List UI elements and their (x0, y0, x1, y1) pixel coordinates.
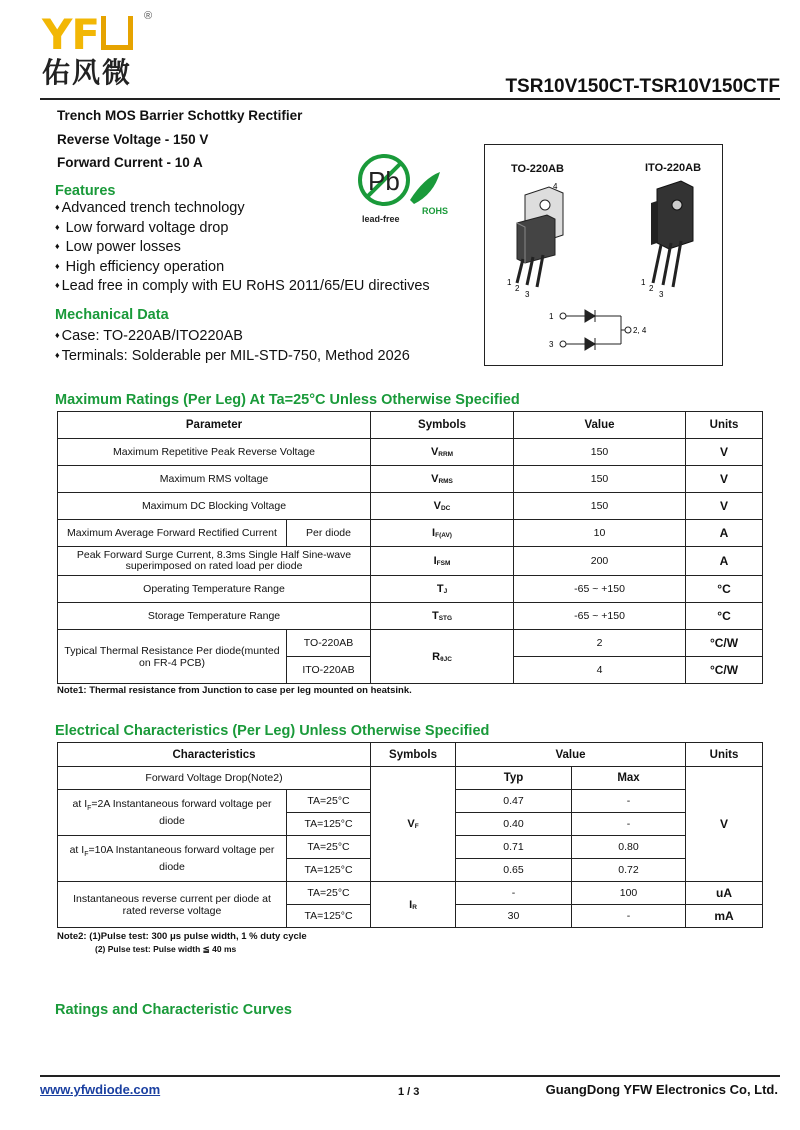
table-cell: F (84, 851, 89, 859)
part-number-title: TSR10V150CT-TSR10V150CTF (505, 76, 780, 97)
pin-label: 3 (525, 290, 530, 299)
table-cell: TA=25°C (287, 836, 371, 859)
product-type: Trench MOS Barrier Schottky Rectifier (57, 108, 303, 123)
lead-free-rohs-badge (348, 148, 468, 228)
table-row (58, 547, 763, 576)
table-cell: 4 (514, 657, 686, 684)
table-cell: F (414, 823, 419, 830)
feature-item: ♦ High efficiency operation (55, 259, 225, 275)
table-row (58, 630, 763, 657)
table-cell: V (407, 818, 415, 830)
table-cell: Per diode (287, 520, 371, 547)
col-header: Parameter (58, 412, 371, 439)
table-cell: - (572, 813, 686, 836)
page-number: 1 / 3 (398, 1086, 420, 1098)
company-name: GuangDong YFW Electronics Co, Ltd. (545, 1082, 778, 1097)
schematic-pin-label: 1 (549, 312, 554, 321)
table-cell: 0.65 (456, 859, 572, 882)
feature-item: ♦ Lead free in comply with EU RoHS 2011/65/EU directives (55, 278, 430, 294)
col-header: Symbols (371, 412, 514, 439)
curves-heading: Ratings and Characteristic Curves (55, 1002, 292, 1018)
table-cell: °C (686, 603, 763, 630)
table-cell: RRM (438, 451, 454, 458)
table-row (58, 603, 763, 630)
table-cell (371, 767, 456, 882)
table-cell: TA=125°C (287, 905, 371, 928)
max-ratings-table (57, 411, 763, 684)
table-row (58, 493, 763, 520)
table-cell: TO-220AB (287, 630, 371, 657)
table-cell: at I (69, 843, 85, 856)
package-outline-box (484, 144, 723, 366)
table-cell: I (409, 898, 413, 911)
table-cell: V (431, 473, 439, 485)
table-cell: I (433, 555, 437, 567)
mechanical-item: ♦ Case: TO-220AB/ITO220AB (55, 328, 243, 344)
table-cell: V (686, 466, 763, 493)
table-cell: 0.80 (572, 836, 686, 859)
features-heading: Features (55, 183, 116, 199)
table-row (58, 576, 763, 603)
ito220ab-package-icon (651, 181, 693, 287)
table-cell (371, 466, 514, 493)
mechanical-heading: Mechanical Data (55, 307, 169, 323)
pb-text: Pb (368, 166, 400, 196)
table-cell: FSM (436, 560, 451, 567)
table-cell: Typical Thermal Resistance Per diode(munted on FR-4 PCB) (58, 630, 287, 684)
table-cell (371, 520, 514, 547)
table-cell: RMS (438, 478, 453, 485)
table-row (58, 466, 763, 493)
table-cell: 2 (514, 630, 686, 657)
company-logo (42, 10, 162, 94)
table-cell: ITO-220AB (287, 657, 371, 684)
table-cell: =2A Instantaneous forward voltage per diode (91, 797, 272, 828)
electrical-heading: Electrical Characteristics (Per Leg) Unless Otherwise Specified (55, 723, 490, 739)
table-cell: V (686, 767, 763, 882)
feature-item: ♦ Low forward voltage drop (55, 220, 229, 236)
note2-b: (2) Pulse test: Pulse width ≦ 40 ms (95, 944, 237, 954)
ito220ab-label: ITO-220AB (645, 162, 702, 174)
leaf-icon (410, 172, 440, 204)
table-row (58, 767, 763, 790)
logo-letters: YF (42, 10, 100, 59)
table-cell: Maximum Repetitive Peak Reverse Voltage (58, 439, 371, 466)
pin-label: 1 (507, 278, 512, 287)
table-cell: 0.47 (456, 790, 572, 813)
table-cell: R (432, 650, 441, 663)
table-cell: Maximum Average Forward Rectified Current (58, 520, 287, 547)
table-cell: DC (440, 505, 451, 512)
table-cell: 0.71 (456, 836, 572, 859)
table-cell: 100 (572, 882, 686, 905)
forward-current-spec: Forward Current - 10 A (57, 155, 203, 170)
note1: Note1: Thermal resistance from Junction to case per leg mounted on heatsink. (57, 685, 412, 696)
table-row (58, 520, 763, 547)
table-cell: Typ (456, 767, 572, 790)
lead-free-text: lead-free (362, 214, 400, 224)
table-cell: J (443, 588, 448, 595)
table-cell: T (431, 610, 439, 622)
reverse-voltage-spec: Reverse Voltage - 150 V (57, 132, 209, 147)
col-header: Value (514, 412, 686, 439)
table-cell (371, 547, 514, 576)
table-row (58, 882, 763, 905)
table-cell: Storage Temperature Range (58, 603, 371, 630)
table-cell: Characteristics (58, 743, 371, 767)
table-row (58, 439, 763, 466)
table-cell: 150 (514, 439, 686, 466)
table-cell: θJC (440, 655, 452, 663)
table-cell: Max (572, 767, 686, 790)
table-cell: Operating Temperature Range (58, 576, 371, 603)
table-cell: °C/W (686, 657, 763, 684)
table-cell: V (433, 500, 441, 512)
table-cell: 0.72 (572, 859, 686, 882)
table-cell: 0.40 (456, 813, 572, 836)
header-rule (40, 98, 780, 100)
table-cell: 200 (514, 547, 686, 576)
max-ratings-heading: Maximum Ratings (Per Leg) At Ta=25°C Unless Otherwise Specified (55, 392, 520, 408)
schematic-pin-label: 2, 4 (633, 326, 647, 335)
table-cell: Value (456, 743, 686, 767)
col-header: Units (686, 412, 763, 439)
table-cell: mA (686, 905, 763, 928)
footer-rule (40, 1075, 780, 1077)
table-cell: T (436, 583, 444, 595)
table-cell: 150 (514, 493, 686, 520)
table-cell (371, 603, 514, 630)
table-cell: TA=25°C (287, 790, 371, 813)
table-cell: - (456, 882, 572, 905)
table-cell: TA=125°C (287, 813, 371, 836)
table-cell: =10A Instantaneous forward voltage per diode (88, 843, 275, 874)
table-cell: - (572, 790, 686, 813)
logo-u-mark (101, 16, 133, 50)
pin-label: 4 (553, 182, 558, 191)
table-header-row (58, 412, 763, 439)
table-cell: Units (686, 743, 763, 767)
table-cell (371, 630, 514, 684)
table-cell: °C/W (686, 630, 763, 657)
table-cell: -65 ~ +150 (514, 603, 686, 630)
table-cell: V (686, 439, 763, 466)
note2: Note2: (1)Pulse test: 300 μs pulse width, 1 % duty cycle (57, 931, 307, 942)
schematic-pin-label: 3 (549, 340, 554, 349)
table-cell: V (686, 493, 763, 520)
table-header-row (58, 743, 763, 767)
table-cell (371, 439, 514, 466)
website-link[interactable]: www.yfwdiode.com (40, 1082, 161, 1097)
feature-item: ♦ Advanced trench technology (55, 200, 245, 216)
table-cell: uA (686, 882, 763, 905)
pin-label: 2 (649, 284, 654, 293)
to220ab-package-icon (517, 187, 563, 287)
feature-item: ♦ Low power losses (55, 239, 181, 255)
table-cell: F (87, 805, 92, 813)
pin-label: 2 (515, 284, 520, 293)
table-cell: at I (72, 797, 88, 810)
table-cell: °C (686, 576, 763, 603)
table-cell (371, 882, 456, 928)
table-cell: V (430, 446, 439, 458)
table-cell: F(AV) (435, 532, 452, 539)
rohs-text: ROHS (422, 206, 449, 216)
to220ab-label: TO-220AB (511, 163, 564, 175)
registered-mark: ® (144, 10, 153, 22)
table-cell: Peak Forward Surge Current, 8.3ms Single Half Sine-wave superimposed on rated load per diode (58, 547, 371, 576)
table-cell: Forward Voltage Drop(Note2) (58, 767, 371, 790)
table-cell: R (412, 903, 417, 911)
electrical-table (57, 742, 763, 928)
mechanical-item: ♦ Terminals: Solderable per MIL-STD-750, Method 2026 (55, 348, 410, 364)
table-cell (58, 836, 287, 882)
table-cell: A (686, 520, 763, 547)
table-cell: 30 (456, 905, 572, 928)
table-cell: 10 (514, 520, 686, 547)
table-cell: Symbols (371, 743, 456, 767)
schematic-diagram (560, 310, 631, 350)
table-cell: TA=125°C (287, 859, 371, 882)
table-cell: Maximum DC Blocking Voltage (58, 493, 371, 520)
table-cell: - (572, 905, 686, 928)
pin-label: 1 (641, 278, 646, 287)
table-cell: 150 (514, 466, 686, 493)
table-cell: -65 ~ +150 (514, 576, 686, 603)
table-cell: I (432, 527, 436, 539)
table-cell: Instantaneous reverse current per diode at rated reverse voltage (58, 882, 287, 928)
table-cell: A (686, 547, 763, 576)
table-cell: STG (438, 615, 453, 622)
table-cell (371, 493, 514, 520)
table-cell (58, 790, 287, 836)
table-cell: TA=25°C (287, 882, 371, 905)
table-cell: Maximum RMS voltage (58, 466, 371, 493)
pin-label: 3 (659, 290, 664, 299)
logo-chinese-name: 佑风微 (42, 56, 133, 89)
table-cell (371, 576, 514, 603)
package-drawing (485, 145, 722, 365)
